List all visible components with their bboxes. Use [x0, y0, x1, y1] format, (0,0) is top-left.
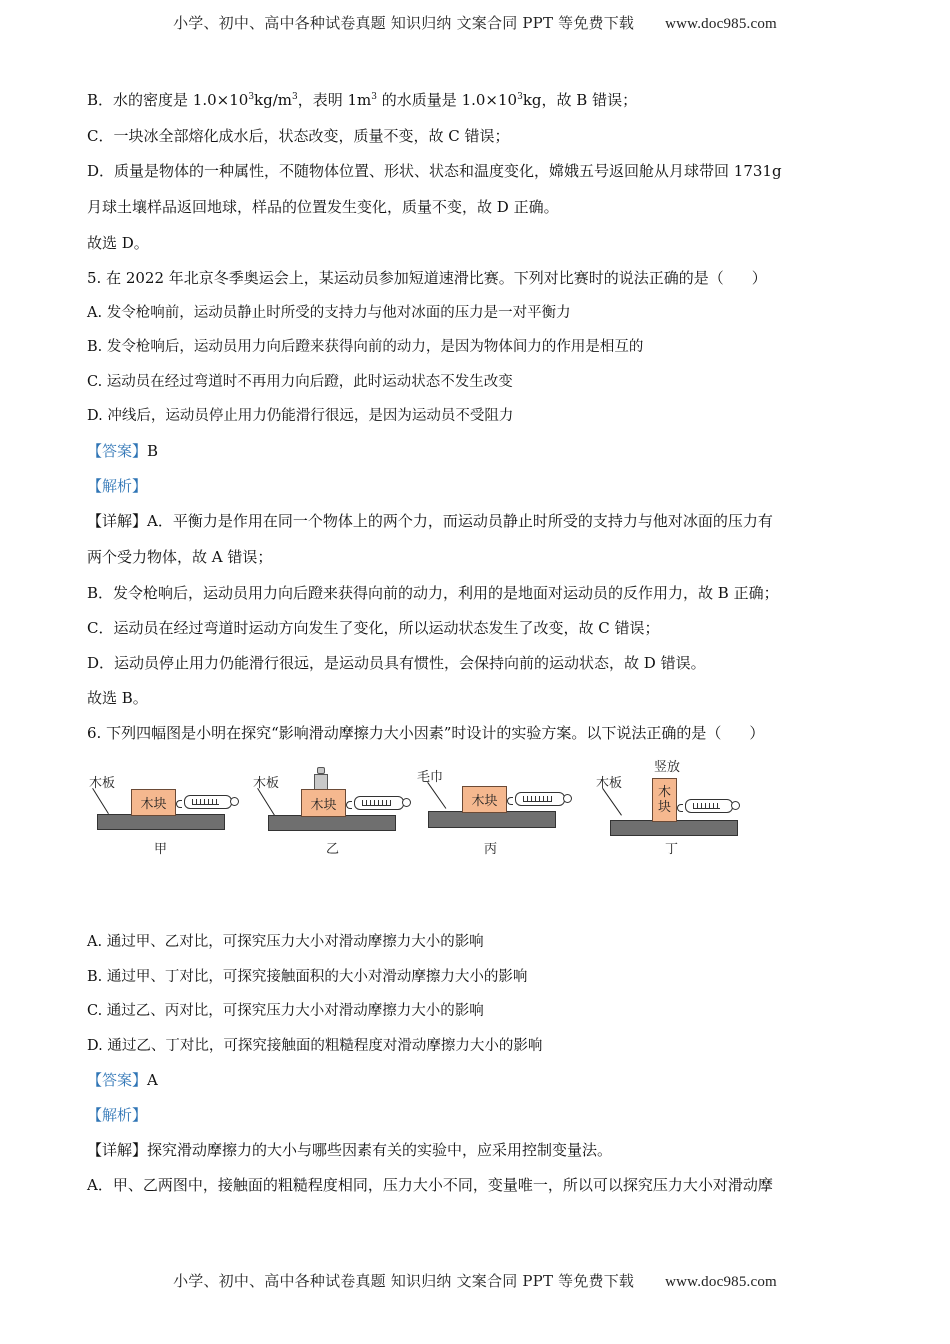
friction-experiment-figure: [0, 750, 950, 860]
prev-detail-c: C．一块冰全部熔化成水后，状态改变，质量不变，故 C 错误；: [87, 127, 510, 145]
header-site-link[interactable]: www.doc985.com: [665, 16, 777, 32]
q5-stem: 5. 在 2022 年北京冬季奥运会上，某运动员参加短道速滑比赛。下列对比赛时的说法正确的是（ ）: [87, 269, 767, 287]
leader-line: [427, 782, 446, 809]
wood-board: [610, 820, 738, 836]
q5-option-a: A. 发令枪响前，运动员静止时所受的支持力与他对冰面的压力是一对平衡力: [87, 305, 571, 321]
q6-answer: [87, 1070, 158, 1090]
hook-icon: [507, 797, 513, 805]
surface-label: 木板: [596, 776, 623, 791]
prev-choose: 故选 D。: [87, 234, 149, 252]
wood-board: [97, 814, 225, 830]
q5-choose: 故选 B。: [87, 689, 148, 707]
surface-label: 毛巾: [417, 770, 444, 785]
q6-stem: 6. 下列四幅图是小明在探究“影响滑动摩擦力大小因素”时设计的实验方案。以下说法正确的是（ ）: [87, 724, 765, 742]
wood-block: 木块: [462, 786, 507, 813]
vertical-note: 竖放: [654, 760, 681, 775]
q5-option-b: B. 发令枪响后，运动员用力向后蹬来获得向前的动力，是因为物体间力的作用是相互的: [87, 339, 644, 355]
q5-answer: [87, 441, 158, 461]
answer-label: 【答案】: [87, 442, 148, 460]
wood-block: 木块: [301, 789, 346, 817]
q6-analysis-label: 【解析】: [87, 1106, 148, 1124]
spring-scale-icon: [515, 792, 565, 806]
prev-detail-b: B．水的密度是 $1.0\times 10^3kg/m^3$，表明 $1m^3$ 的水质量是 $1.0\times 10^3kg$，故 B 错误；: [87, 91, 638, 109]
spring-scale-icon: [184, 795, 232, 809]
panel-caption: 乙: [326, 842, 340, 857]
q5-detail-c: C．运动员在经过弯道时运动方向发生了变化，所以运动状态发生了改变，故 C 错误；: [87, 619, 660, 637]
detail-label: 【详解】: [87, 512, 148, 530]
panel-caption: 丙: [484, 842, 498, 857]
leader-line: [92, 788, 109, 814]
q6-option-b: B. 通过甲、丁对比，可探究接触面积的大小对滑动摩擦力大小的影响: [87, 969, 528, 985]
q6-option-c: C. 通过乙、丙对比，可探究压力大小对滑动摩擦力大小的影响: [87, 1003, 484, 1019]
spring-scale-icon: [685, 799, 733, 813]
page-footer: [0, 1270, 950, 1291]
hook-icon: [677, 804, 683, 812]
answer-label: 【答案】: [87, 1071, 148, 1089]
panel-caption: 甲: [154, 842, 168, 857]
surface-label: 木板: [89, 776, 116, 791]
wood-block: 木块: [131, 789, 176, 816]
q5-detail-d: D．运动员停止用力仍能滑行很远，是运动员具有惯性，会保持向前的运动状态，故 D 错误。: [87, 654, 706, 672]
q5-option-d: D. 冲线后，运动员停止用力仍能滑行很远，是因为运动员不受阻力: [87, 408, 514, 424]
weight-knob-icon: [317, 767, 325, 774]
q6-detail-a: A．甲、乙两图中，接触面的粗糙程度相同，压力大小不同，变量唯一，所以可以探究压力大小对滑动摩: [87, 1176, 773, 1194]
q5-option-c: C. 运动员在经过弯道时不再用力向后蹬，此时运动状态不发生改变: [87, 374, 513, 390]
hook-icon: [346, 801, 352, 809]
q5-detail-b: B．发令枪响后，运动员用力向后蹬来获得向前的动力，利用的是地面对运动员的反作用力，故 B 正确；: [87, 584, 779, 602]
header-text: 小学、初中、高中各种试卷真题 知识归纳 文案合同 PPT 等免费下载: [173, 14, 635, 32]
page-header: [0, 12, 950, 33]
surface-label: 木板: [253, 776, 280, 791]
leader-line: [602, 788, 622, 816]
q6-option-a: A. 通过甲、乙对比，可探究压力大小对滑动摩擦力大小的影响: [87, 934, 484, 950]
leader-line: [257, 788, 275, 816]
answer-value: B: [147, 442, 159, 460]
detail-label: 【详解】: [87, 1141, 148, 1159]
q5-detail-a-line1: 【详解】A．平衡力是作用在同一个物体上的两个力，而运动员静止时所受的支持力与他对冰面的压力有: [87, 512, 773, 530]
panel-caption: 丁: [665, 842, 679, 857]
q6-detail-intro: 【详解】探究滑动摩擦力的大小与哪些因素有关的实验中，应采用控制变量法。: [87, 1141, 613, 1159]
q6-option-d: D. 通过乙、丁对比，可探究接触面的粗糙程度对滑动摩擦力大小的影响: [87, 1038, 543, 1054]
hook-icon: [176, 800, 182, 808]
prev-detail-d-line1: D．质量是物体的一种属性，不随物体位置、形状、状态和温度变化，嫦娥五号返回舱从月球带回 1731g: [87, 162, 782, 180]
answer-value: A: [147, 1071, 158, 1089]
wood-board: [268, 815, 396, 831]
towel-board: [428, 811, 556, 828]
spring-scale-icon: [354, 796, 404, 810]
prev-detail-d-line2: 月球土壤样品返回地球，样品的位置发生变化，质量不变，故 D 正确。: [87, 198, 559, 216]
wood-block-vertical: 木 块: [652, 778, 677, 822]
footer-site-link[interactable]: www.doc985.com: [665, 1274, 777, 1290]
footer-text: 小学、初中、高中各种试卷真题 知识归纳 文案合同 PPT 等免费下载: [173, 1272, 635, 1290]
q5-analysis-label: 【解析】: [87, 477, 148, 495]
q5-detail-a-line2: 两个受力物体，故 A 错误；: [87, 548, 273, 566]
